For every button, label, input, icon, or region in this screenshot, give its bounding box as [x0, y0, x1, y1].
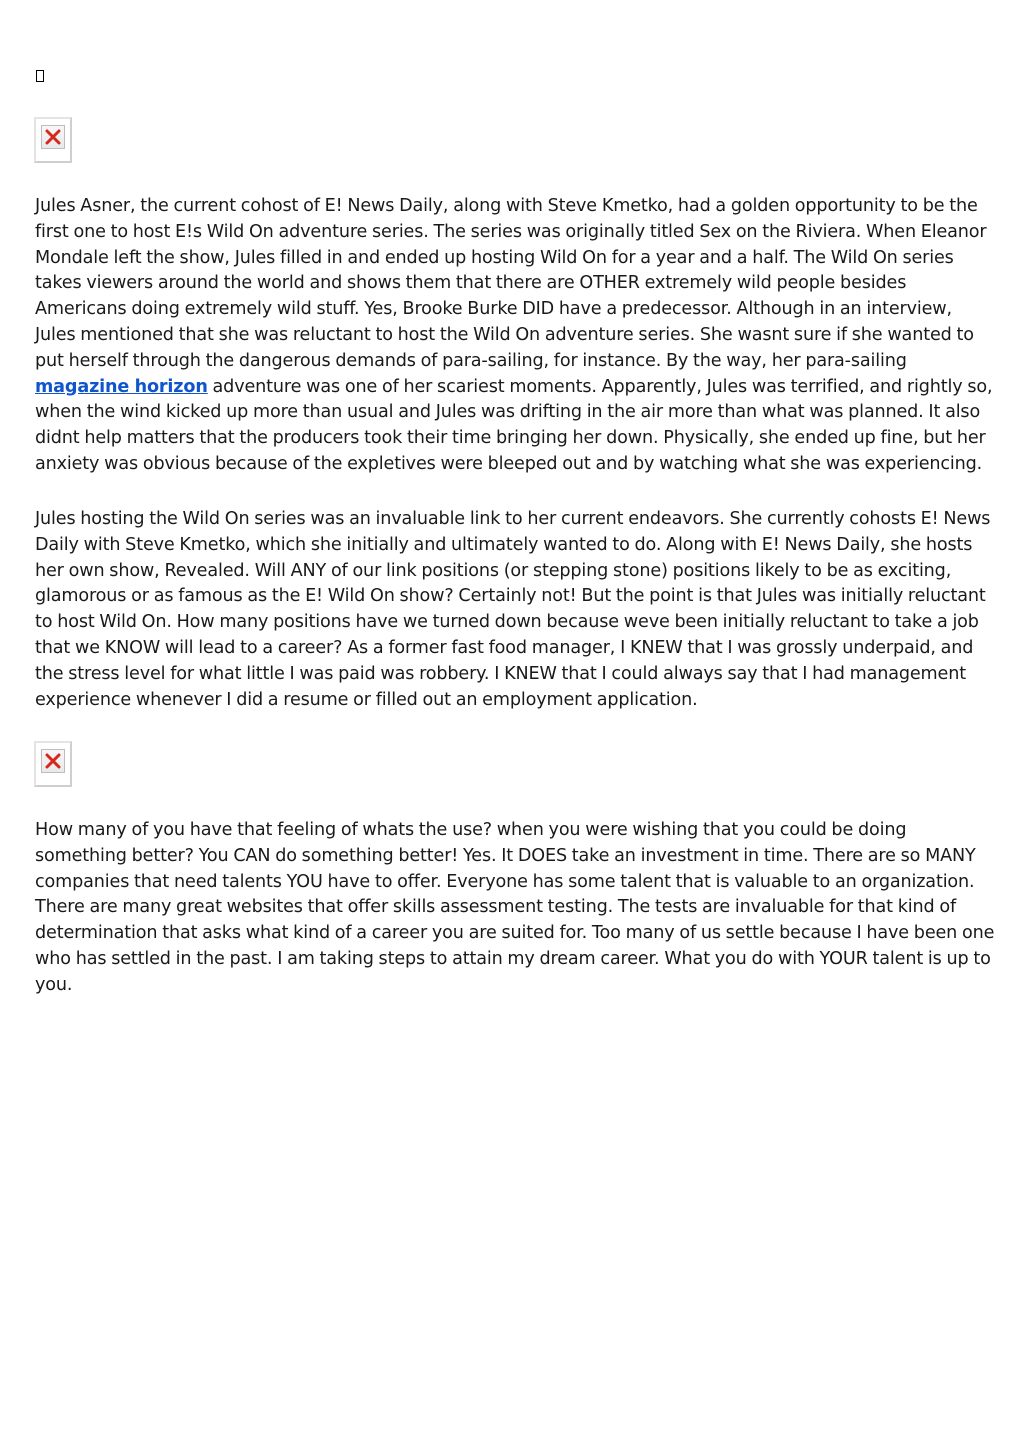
- broken-image-icon: [34, 741, 72, 787]
- missing-glyph-icon: [36, 70, 44, 82]
- broken-image-icon: [34, 117, 72, 163]
- article-paragraph-3: How many of you have that feeling of whats the use? when you were wishing that you could be doing something better? You CAN do something better! Yes. It DOES take an investment in time. There are so MANY companies that need talents YOU have to offer. Everyone has some talent that is valuable to an organization. There are many great websites that offer skills assessment testing. The tests are invaluable for that kind of determination that asks what kind of a career you are suited for. Too many of us settle because I have been one who has settled in the past. I am taking steps to attain my dream career. What you do with YOUR talent is up to you.: [35, 820, 995, 995]
- article-paragraph-1: [35, 194, 995, 478]
- paragraph-1-text-start: Jules Asner, the current cohost of E! News Daily, along with Steve Kmetko, had a golden opportunity to be the first one to host E!s Wild On adventure series. The series was originally titled Sex on the Riviera. When Eleanor Mondale left the show, Jules filled in and ended up hosting Wild On for a year and a half. The Wild On series takes viewers around the world and shows them that there are OTHER extremely wild people besides Americans doing extremely wild stuff. Yes, Brooke Burke DID have a predecessor. Although in an interview, Jules mentioned that she was reluctant to host the Wild On adventure series. She wasnt sure if she wanted to put herself through the dangerous demands of para-sailing, for instance. By the way, her para-sailing: [35, 196, 987, 371]
- article-paragraph-2: Jules hosting the Wild On series was an invaluable link to her current endeavors. She currently cohosts E! News Daily with Steve Kmetko, which she initially and ultimately wanted to do. Along with E! News Daily, she hosts her own show, Revealed. Will ANY of our link positions (or stepping stone) positions likely to be as exciting, glamorous or as famous as the E! Wild On show? Certainly not! But the point is that Jules was initially reluctant to host Wild On. How many positions have we turned down because weve been initially reluctant to take a job that we KNOW will lead to a career? As a former fast food manager, I KNEW that I was grossly underpaid, and the stress level for what little I was paid was robbery. I KNEW that I could always say that I had management experience whenever I did a resume or filled out an employment application.: [35, 509, 991, 710]
- magazine-horizon-link[interactable]: magazine horizon: [35, 376, 208, 397]
- paragraph-1-text-end: adventure was one of her scariest moments. Apparently, Jules was terrified, and rightly so, when the wind kicked up more than usual and Jules was drifting in the air more than what was planned. It also didnt help matters that the producers took their time bringing her down. Physically, she ended up fine, but her anxiety was obvious because of the expletives were bleeped out and by watching what she was experiencing.: [35, 376, 993, 474]
- close-x-icon: [45, 129, 61, 145]
- close-x-icon: [45, 753, 61, 769]
